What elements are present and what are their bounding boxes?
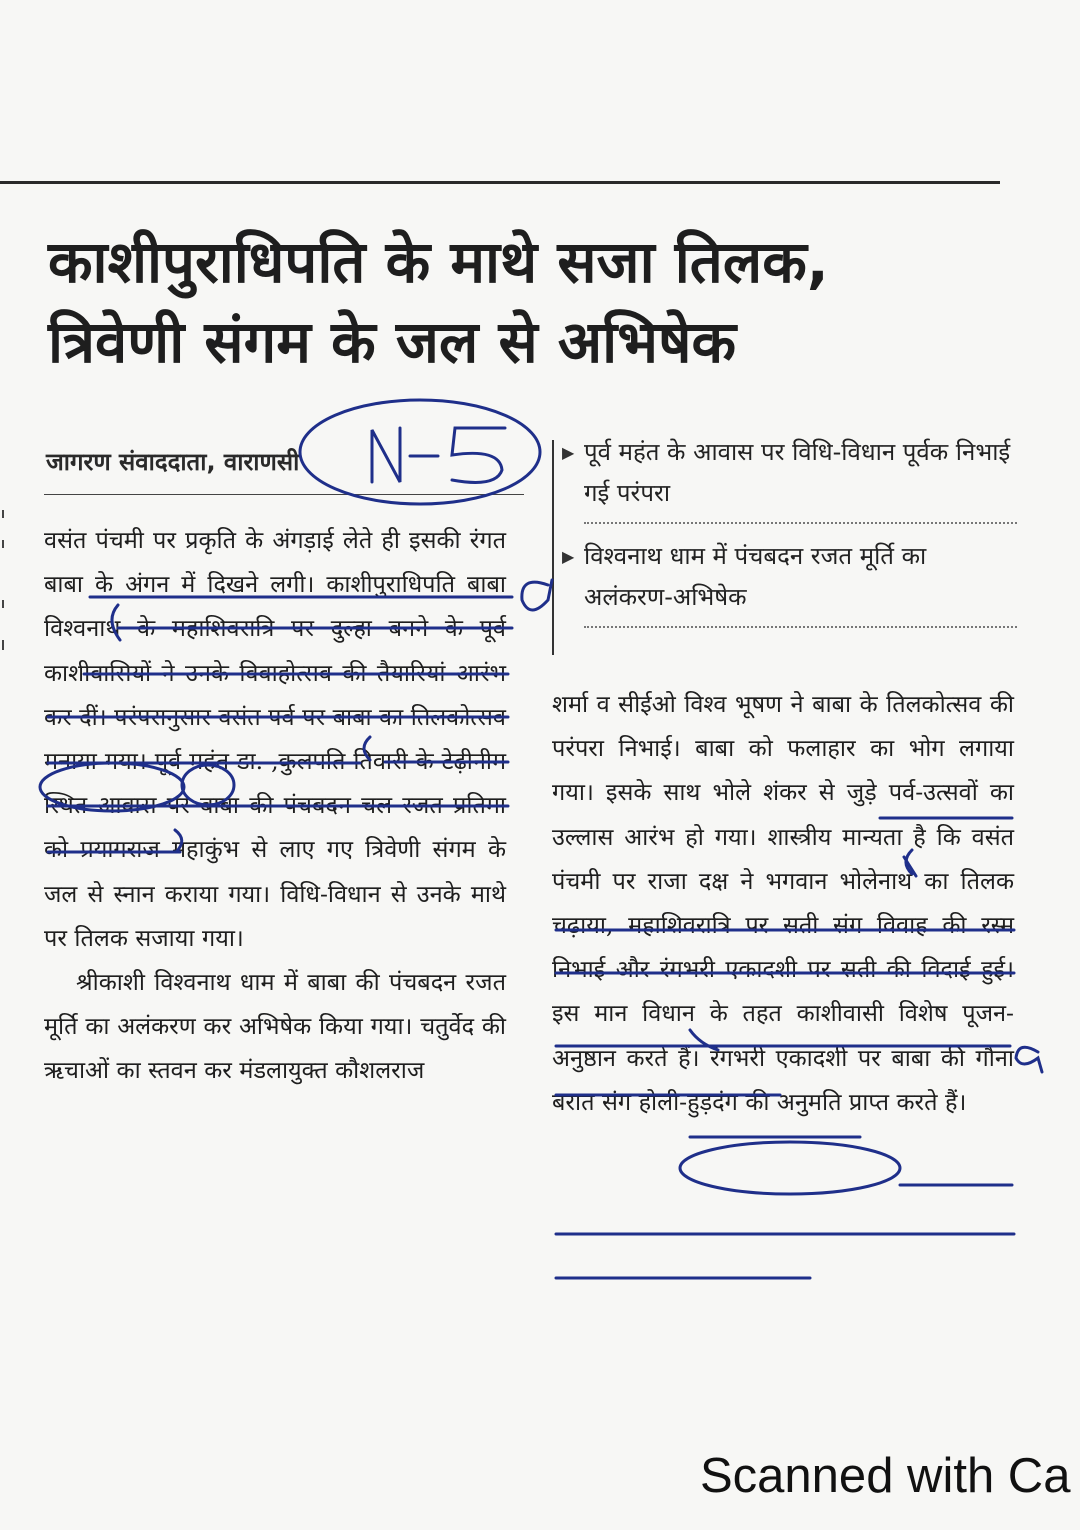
- margin-a-mark: [522, 580, 552, 610]
- headline: [48, 222, 1038, 382]
- dotted-divider: [584, 522, 1017, 524]
- circle-rangbhari-ekadashi: [680, 1142, 900, 1194]
- byline-rule: [44, 494, 524, 495]
- triangle-bullet-icon: ▶: [562, 547, 575, 566]
- n5-digit-5: [452, 428, 505, 482]
- column-divider: [552, 440, 554, 655]
- article-column-left: [44, 518, 506, 1093]
- dotted-divider: [584, 626, 1017, 628]
- body-paragraph: श्रीकाशी विश्वनाथ धाम में बाबा की पंचबदन रजत मूर्ति का अलंकरण कर अभिषेक किया गया। चतुर्वेद की ऋचाओं का स्तवन कर मंडलायुक्त कौशलराज: [44, 968, 506, 1085]
- highlight-text: विश्वनाथ धाम में पंचबदन रजत मूर्ति का अलंकरण-अभिषेक: [584, 542, 927, 611]
- highlight-text: पूर्व महंत के आवास पर विधि-विधान पूर्वक निभाई गई परंपरा: [584, 438, 1011, 507]
- headline-line-2: त्रिवेणी संगम के जल से अभिषेक: [48, 308, 737, 376]
- n5-circle: [300, 400, 540, 504]
- margin-a-mark: [1016, 1047, 1042, 1072]
- scan-margin-marks: [0, 0, 10, 1530]
- scanner-watermark: Scanned with Ca: [700, 1449, 1071, 1503]
- triangle-bullet-icon: ▶: [562, 443, 575, 462]
- n5-letter-n: [372, 428, 400, 482]
- highlights-box: [562, 432, 1017, 640]
- headline-line-1: काशीपुराधिपति के माथे सजा तिलक,: [48, 228, 829, 296]
- article-column-right: [552, 682, 1014, 1124]
- highlight-item: [562, 536, 1017, 618]
- byline: जागरण संवाददाता, वाराणसी: [46, 448, 300, 476]
- body-paragraph: शर्मा व सीईओ विश्व भूषण ने बाबा के तिलकोत्सव की परंपरा निभाई। बाबा को फलाहार का भोग लगाया गया। इसके साथ भोले शंकर से जुड़े पर्व-उत्सवों का उल्लास आरंभ हो गया। शास्त्रीय मान्यता है कि वसंत पंचमी पर राजा दक्ष ने भगवान भोलेनाथ का तिलक चढ़ाया, महाशिवरात्रि पर सती संग विवाह की रस्म निभाई और रंगभरी एकादशी पर सती की विदाई हुई। इस मान विधान के तहत काशीवासी विशेष पूजन-अनुष्ठान करते हैं। रंगभरी एकादशी पर बाबा की गौना बरात संग होली-हुड़दंग की अनुमति प्राप्त करते हैं।: [552, 690, 1014, 1116]
- highlight-item: [562, 432, 1017, 514]
- body-paragraph: वसंत पंचमी पर प्रकृति के अंगड़ाई लेते ही इसकी रंगत बाबा के अंगन में दिखने लगी। काशीपुराधिपति बाबा विश्वनाथ के महाशिवरात्रि पर दुल्हा बनने के पूर्व काशीवासियों ने उनके विवाहोत्सव की तैयारियां आरंभ कर दीं। परंपरानुसार वसंत पर्व पर बाबा का तिलकोत्सव मनाया गया। पूर्व महंत डा. ,कुलपति तिवारी के टेढ़ीनीम स्थित आवास पर बाबा की पंचबदन चल रजत प्रतिमा को प्रयागराज महाकुंभ से लाए गए त्रिवेणी संगम के जल से स्नान कराया गया। विधि-विधान से उनके माथे पर तिलक सजाया गया।: [44, 526, 506, 952]
- top-rule: [0, 181, 1000, 184]
